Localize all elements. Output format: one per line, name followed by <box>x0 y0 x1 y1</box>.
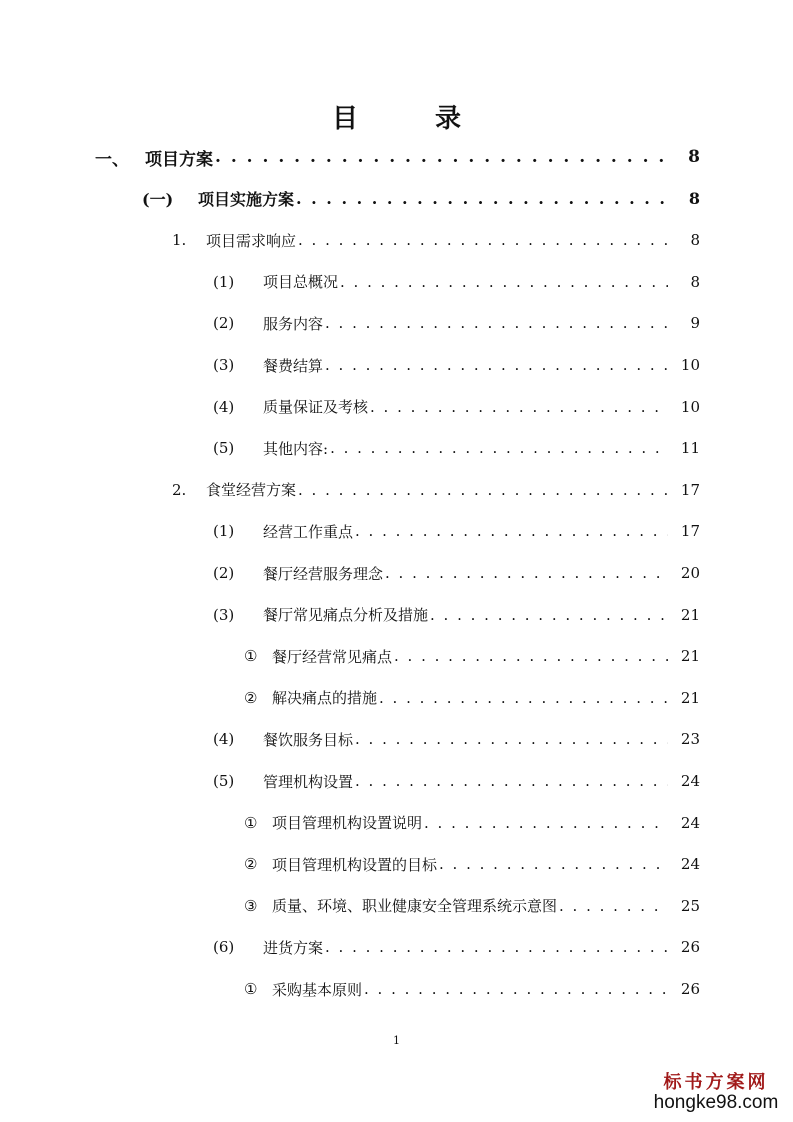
toc-entry-number: (1) <box>213 272 235 291</box>
watermark-cn: 标书方案网 <box>663 1072 769 1093</box>
toc-entry[interactable] <box>213 386 700 428</box>
toc-leader-dots <box>439 855 668 873</box>
toc-leader-dots <box>559 897 668 915</box>
toc-entry[interactable] <box>213 510 700 552</box>
toc-entry[interactable] <box>244 885 700 927</box>
toc-entry[interactable] <box>172 469 700 511</box>
toc-entry-page: 8 <box>688 189 700 209</box>
toc-leader-dots <box>370 398 668 416</box>
toc-leader-dots <box>325 356 668 374</box>
toc-leader-dots <box>325 314 668 332</box>
toc-leader-dots <box>298 231 668 249</box>
toc-leader-dots <box>379 689 668 707</box>
toc-leader-dots <box>298 481 668 499</box>
toc-entry[interactable] <box>244 677 700 719</box>
toc-entry-number: (1) <box>213 522 235 541</box>
toc-entry-number: ① <box>244 813 258 832</box>
toc-entry-label: 餐厅经营常见痛点 <box>272 647 393 666</box>
toc-entry-page: 9 <box>690 314 700 333</box>
toc-entry-page: 8 <box>690 272 700 291</box>
watermark <box>651 1068 781 1114</box>
toc-leader-dots <box>215 147 668 167</box>
toc-entry-number: (4) <box>213 397 235 416</box>
toc-leader-dots <box>296 189 668 208</box>
toc-entry-number: (2) <box>213 564 235 582</box>
toc-entry-page: 17 <box>680 522 700 541</box>
toc-entry[interactable] <box>213 552 700 594</box>
toc-leader-dots <box>330 439 668 457</box>
toc-entry-label: 进货方案 <box>263 938 324 957</box>
toc-entry-number: ② <box>244 688 258 707</box>
toc-entry-number: (6) <box>213 938 235 957</box>
toc-entry-number: 1. <box>172 231 187 250</box>
toc-entry-label: 餐厅常见痛点分析及措施 <box>263 606 429 625</box>
toc-entry[interactable] <box>244 802 700 844</box>
toc-entry-number: (一) <box>142 190 174 210</box>
toc-entry-page: 21 <box>680 647 700 666</box>
toc-entry-label: 项目实施方案 <box>198 190 295 210</box>
toc-entry-label: 项目需求响应 <box>206 231 297 250</box>
toc-entry-label: 质量保证及考核 <box>263 398 369 417</box>
toc-leader-dots <box>430 606 668 624</box>
toc-entry-page: 24 <box>680 772 700 790</box>
toc-entry-label: 餐饮服务目标 <box>263 730 354 749</box>
toc-entry-number: 2. <box>172 480 187 499</box>
toc-entry-label: 项目管理机构设置的目标 <box>272 855 438 874</box>
toc-leader-dots <box>340 273 668 291</box>
toc-entry-page: 20 <box>680 564 700 582</box>
toc-entry-label: 食堂经营方案 <box>206 481 297 500</box>
toc-entry-number: ① <box>244 980 258 998</box>
toc-leader-dots <box>355 730 668 748</box>
toc-entry-number: ① <box>244 647 258 666</box>
toc-entry-number: (2) <box>213 314 235 333</box>
toc-title: 目 录 <box>331 104 496 134</box>
toc-entry-page: 23 <box>680 730 700 749</box>
toc-entry-page: 21 <box>680 605 700 624</box>
toc-entry-label: 项目方案 <box>145 149 213 170</box>
toc-entry-page: 26 <box>680 980 700 998</box>
toc-entry-number: (3) <box>213 356 235 374</box>
toc-entry-number: 一、 <box>95 149 129 170</box>
toc-entry-label: 解决痛点的措施 <box>272 689 378 708</box>
toc-leader-dots <box>424 814 668 832</box>
toc-entry-label: 其他内容: <box>263 439 329 458</box>
toc-entry-number: (5) <box>213 439 235 458</box>
toc-entry[interactable] <box>95 136 700 178</box>
toc-entry-number: ② <box>244 855 258 874</box>
toc-entry-page: 26 <box>680 938 700 957</box>
toc-leader-dots <box>364 980 668 998</box>
toc-entry-label: 管理机构设置 <box>263 772 354 791</box>
toc-leader-dots <box>355 772 668 790</box>
toc-entry[interactable] <box>244 635 700 677</box>
toc-entry[interactable] <box>213 718 700 760</box>
toc-entry-page: 11 <box>680 439 700 458</box>
toc-entry-page: 8 <box>690 231 700 250</box>
toc-entry-page: 8 <box>688 147 700 167</box>
toc-leader-dots <box>355 522 668 540</box>
toc-entry-label: 项目总概况 <box>263 273 339 292</box>
page-number: 1 <box>393 1034 400 1047</box>
toc-entry-number: (5) <box>213 772 235 790</box>
toc-entry[interactable] <box>213 302 700 344</box>
toc-entry-page: 25 <box>680 896 700 915</box>
toc-entry[interactable] <box>213 344 700 386</box>
toc-entry-label: 项目管理机构设置说明 <box>272 814 423 833</box>
toc-leader-dots <box>394 647 668 665</box>
toc-entry-page: 10 <box>680 356 700 374</box>
toc-entry-page: 24 <box>680 813 700 832</box>
toc-entry-label: 服务内容 <box>263 314 324 333</box>
toc-leader-dots <box>385 564 668 582</box>
toc-entry[interactable] <box>172 219 700 261</box>
toc-entry-page: 17 <box>680 480 700 499</box>
toc-leader-dots <box>325 938 668 956</box>
toc-entry-label: 质量、环境、职业健康安全管理系统示意图 <box>272 897 558 916</box>
toc-entry-label: 餐费结算 <box>263 356 324 375</box>
toc-entry[interactable] <box>142 178 700 220</box>
toc-entry-number: (4) <box>213 730 235 749</box>
toc-entry-label: 采购基本原则 <box>272 980 363 999</box>
toc-entry-page: 10 <box>680 397 700 416</box>
toc-entry[interactable] <box>213 427 700 469</box>
toc-entry-number: (3) <box>213 605 235 624</box>
toc-entry[interactable] <box>213 926 700 968</box>
toc-entry[interactable] <box>244 968 700 1010</box>
toc-entry[interactable] <box>213 760 700 802</box>
toc-entry[interactable] <box>213 594 700 636</box>
toc-entry-page: 24 <box>680 855 700 874</box>
watermark-en: hongke98.com <box>653 1092 779 1113</box>
toc-entry-label: 餐厅经营服务理念 <box>263 564 384 583</box>
toc-entry[interactable] <box>244 843 700 885</box>
toc-entry-label: 经营工作重点 <box>263 522 354 541</box>
toc-entry-page: 21 <box>680 688 700 707</box>
toc-entry[interactable] <box>213 261 700 303</box>
toc-entry-number: ③ <box>244 896 258 915</box>
